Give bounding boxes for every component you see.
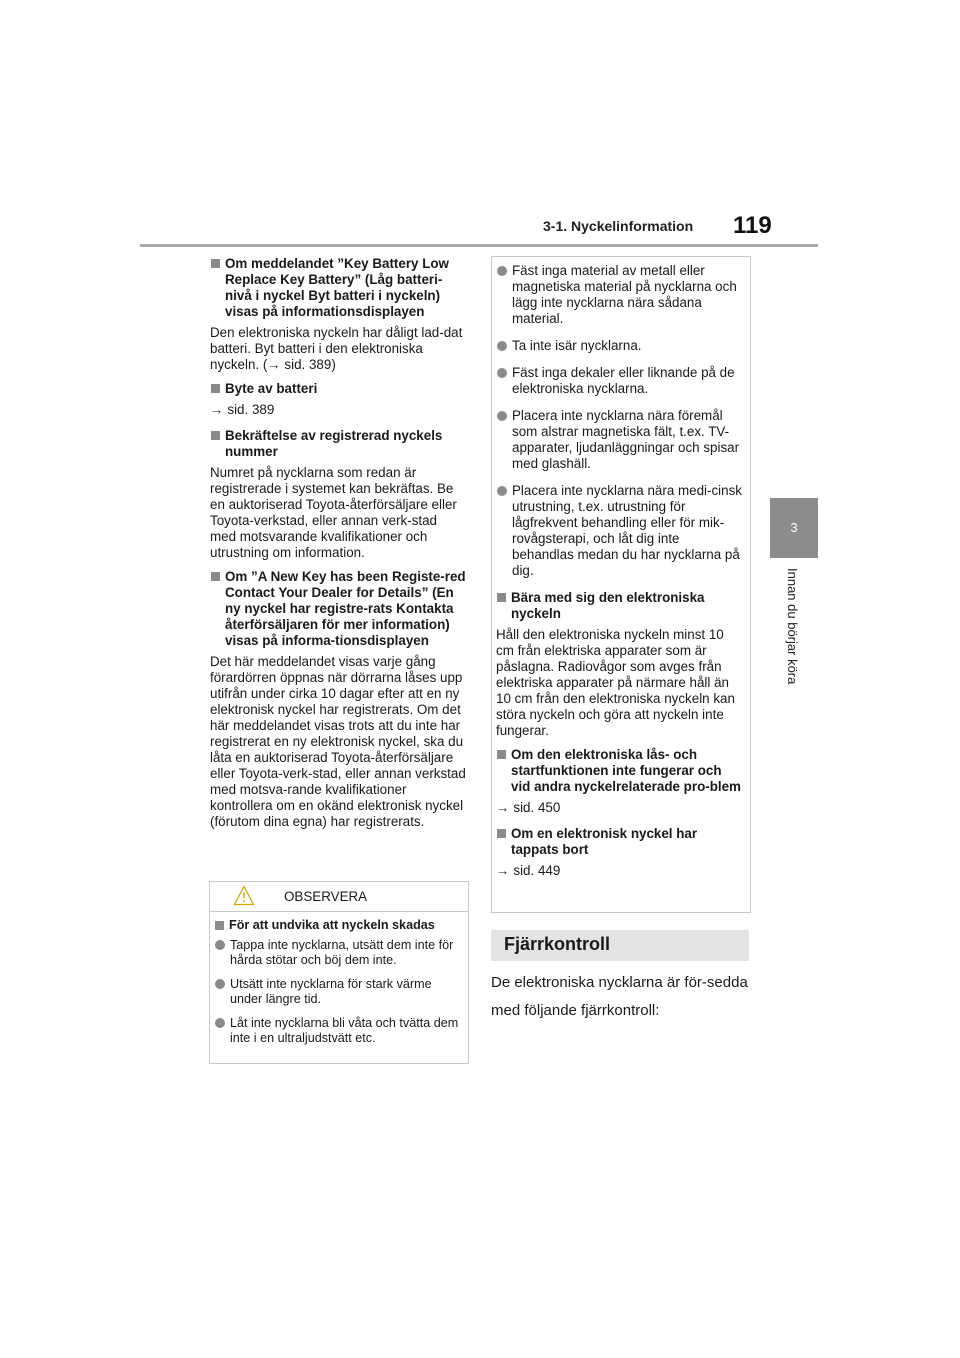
paragraph-key-number: Numret på nycklarna som redan är registrerade i systemet kan bekräftas. Be en auktoriserad Toyota-återförsäljare eller Toyota-verkstad, eller annan verk-stad med motsvarande kvalifikationer och utrustning om information.	[210, 465, 457, 560]
circle-bullet-icon	[497, 266, 507, 276]
square-bullet-icon	[211, 572, 220, 581]
list-item-text: Fäst inga dekaler eller liknande på de elektroniska nycklarna.	[512, 365, 735, 396]
heading-battery-replacement	[210, 381, 466, 397]
observera-body	[210, 912, 468, 1046]
page-reference	[496, 863, 744, 879]
reference-text: sid. 450	[513, 800, 561, 815]
square-bullet-icon	[211, 431, 220, 440]
list-item	[214, 977, 462, 1007]
list-item	[214, 938, 462, 968]
list-item-text: Placera inte nycklarna nära medi-cinsk utrustning, t.ex. utrustning för lågfrekvent behandling eller för mik-rovågsterapi, och låt dig inte behandlas medan du har nycklarna på dig.	[512, 483, 742, 578]
page-reference	[496, 800, 744, 816]
square-bullet-icon	[497, 593, 506, 602]
heading-text: Om ”A New Key has been Registe-red Contact Your Dealer for Details” (En ny nyckel har registre-rats Kontakta återförsäljaren för mer information) visas på informa-tionsdisplayen	[225, 569, 466, 648]
list-item-text: Ta inte isär nycklarna.	[512, 338, 642, 353]
square-bullet-icon	[215, 921, 224, 930]
header-divider	[140, 244, 818, 247]
circle-bullet-icon	[497, 341, 507, 351]
heading-text: Om en elektronisk nyckel har tappats bort	[511, 826, 698, 857]
chapter-tab: 3	[770, 498, 818, 558]
heading-text: Bära med sig den elektroniska nyckeln	[511, 590, 705, 621]
arrow-right-icon: →	[210, 402, 224, 417]
heading-text: Byte av batteri	[225, 381, 318, 396]
list-item	[496, 338, 744, 354]
square-bullet-icon	[211, 384, 220, 393]
square-bullet-icon	[497, 750, 506, 759]
paragraph-carry-key: Håll den elektroniska nyckeln minst 10 cm från elektriska apparater som är påslagna. Radiovågor som avges från elektriska apparater på närmare håll än 10 cm från den elektroniska nyckeln kan störa nyckeln och göra att nyckeln inte fungerar.	[496, 627, 735, 738]
section-heading-text: Fjärrkontroll	[504, 934, 611, 954]
list-item	[496, 365, 744, 397]
paragraph-remote: De elektroniska nycklarna är för-sedda med följande fjärrkontroll:	[491, 974, 748, 1019]
heading-key-battery-low	[210, 256, 466, 320]
heading-text: För att undvika att nyckeln skadas	[229, 918, 435, 932]
chapter-label: Innan du börjar köra	[785, 568, 800, 685]
heading-text: Om den elektroniska lås- och startfunktionen inte fungerar och vid andra nyckelrelaterade pro-blem	[511, 747, 741, 794]
heading-lost-key	[496, 826, 744, 858]
page-reference	[210, 402, 466, 418]
circle-bullet-icon	[497, 368, 507, 378]
arrow-right-icon: →	[496, 800, 510, 815]
heading-lock-start-problem	[496, 747, 744, 795]
heading-text: Bekräftelse av registrerad nyckels nummer	[225, 428, 443, 459]
list-item	[496, 263, 744, 327]
arrow-right-icon: →	[496, 863, 510, 878]
list-item-text: Fäst inga material av metall eller magnetiska material på nycklarna och lägg inte nycklarna nära sådana material.	[512, 263, 737, 326]
observera-box	[209, 881, 469, 1064]
list-item-text: Tappa inte nycklarna, utsätt dem inte för hårda stötar och böj dem inte.	[230, 938, 454, 967]
circle-bullet-icon	[215, 979, 225, 989]
section-title: 3-1. Nyckelinformation	[543, 218, 694, 234]
heading-avoid-damage	[214, 918, 462, 933]
right-info-box	[491, 256, 751, 913]
section-heading-remote	[491, 930, 749, 961]
heading-text: Om meddelandet ”Key Battery Low Replace Key Battery” (Låg batteri-nivå i nyckel Byt batteri i nyckeln) visas på informationsdisplayen	[225, 256, 449, 319]
square-bullet-icon	[211, 259, 220, 268]
observera-header	[210, 882, 468, 912]
square-bullet-icon	[497, 829, 506, 838]
right-info-body	[492, 257, 750, 879]
left-column	[210, 256, 466, 838]
reference-text: sid. 449	[513, 863, 561, 878]
circle-bullet-icon	[215, 1018, 225, 1028]
paragraph-new-key: Det här meddelandet visas varje gång förardörren öppnas när dörrarna låses upp utifrån under cirka 10 dagar efter att en ny elektronisk nyckel har registrerats. Om det här meddelandet visas trots att du inte har registrerat en ny elektronisk nyckel, ska du låta en auktoriserad Toyota-återförsäljare eller Toyota-verk-stad, eller annan verkstad med motsva-rande kvalifikationer kontrollera om en okänd elektronisk nyckel (förutom dina egna) har registrerats.	[210, 654, 466, 829]
heading-key-number	[210, 428, 466, 460]
list-item	[496, 408, 744, 472]
reference-text: sid. 389	[227, 402, 275, 417]
observera-title: OBSERVERA	[284, 889, 368, 904]
list-item-text: Låt inte nycklarna bli våta och tvätta dem inte i en ultraljudstvätt etc.	[230, 1016, 459, 1045]
heading-new-key-registered	[210, 569, 466, 649]
list-item-text: Utsätt inte nycklarna för stark värme under längre tid.	[230, 977, 432, 1006]
heading-carry-key	[496, 590, 744, 622]
circle-bullet-icon	[215, 940, 225, 950]
page-number: 119	[733, 212, 772, 239]
paragraph-battery-low: Den elektroniska nyckeln har dåligt lad-dat batteri. Byt batteri i den elektroniska nyckeln. (→ sid. 389)	[210, 325, 463, 372]
circle-bullet-icon	[497, 486, 507, 496]
warning-triangle-icon	[233, 885, 255, 906]
list-item	[214, 1016, 462, 1046]
list-item-text: Placera inte nycklarna nära föremål som alstrar magnetiska fält, t.ex. TV-apparater, ljudanläggningar och spisar med glashäll.	[512, 408, 740, 471]
circle-bullet-icon	[497, 411, 507, 421]
list-item	[496, 483, 744, 579]
